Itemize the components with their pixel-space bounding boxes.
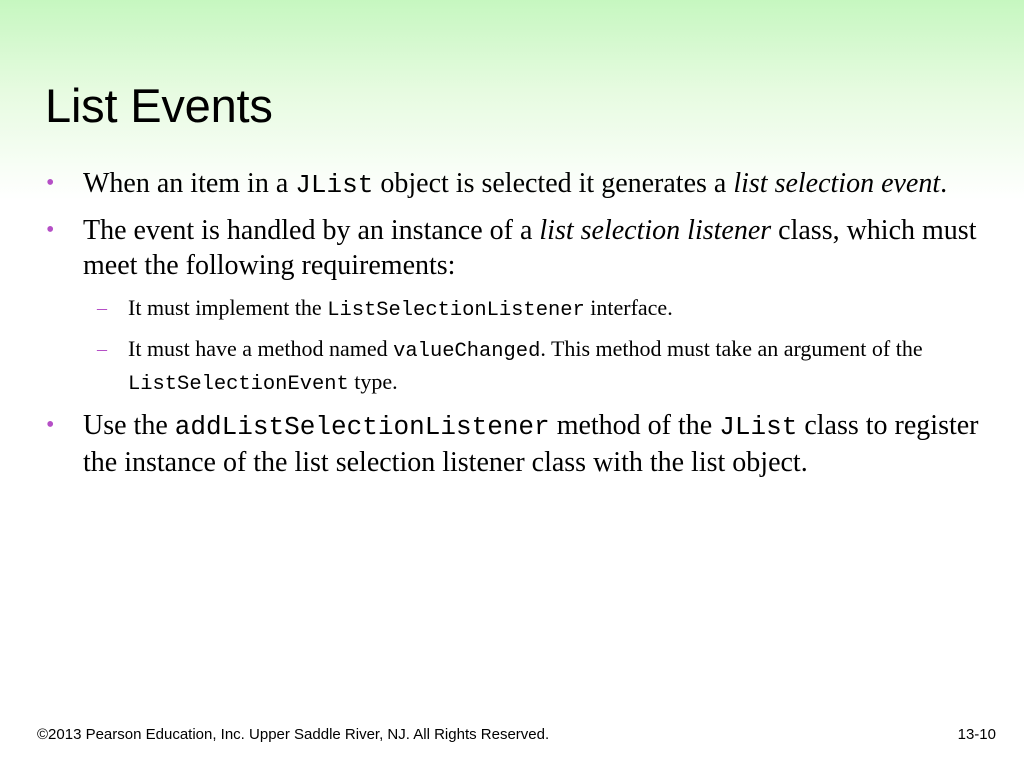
sub-bullet-text: . This method must take an argument of the [540, 336, 923, 361]
bullet-text: class to register the instance of the list selection listener class with the list object. [83, 410, 979, 478]
dash-marker: – [97, 338, 107, 360]
code-term: JList [295, 170, 374, 200]
bullet-text: When an item in a [83, 168, 296, 199]
footer-copyright: ©2013 Pearson Education, Inc. Upper Saddle River, NJ. All Rights Reserved. [37, 726, 550, 743]
bullet-item [46, 408, 1001, 480]
code-term: JList [719, 412, 798, 442]
bullet-text: The event is handled by an instance of a [83, 215, 540, 246]
bullet-dot: • [46, 412, 55, 438]
bullet-dot: • [46, 170, 55, 196]
bullet-dot: • [46, 217, 55, 243]
sub-bullet-text: type. [348, 369, 398, 394]
code-term: valueChanged [393, 340, 541, 363]
sub-bullet-item [46, 334, 1001, 400]
bullet-text: method of the [549, 410, 720, 441]
slide-content [46, 166, 1001, 490]
bullet-text: class, which must meet the following requirements: [83, 215, 977, 281]
sub-bullet-text: It must implement the [128, 295, 328, 320]
emphasis-text: list selection listener [539, 215, 772, 246]
sub-bullet-item [46, 293, 1001, 326]
emphasis-text: list selection event [733, 168, 941, 199]
slide-number: 13-10 [957, 726, 996, 743]
bullet-text: . [940, 168, 948, 199]
code-term: addListSelectionListener [174, 412, 550, 442]
code-term: ListSelectionEvent [128, 373, 349, 396]
bullet-item [46, 213, 1001, 283]
slide-title: List Events [45, 79, 273, 132]
bullet-item [46, 166, 1001, 203]
code-term: ListSelectionListener [327, 299, 585, 322]
bullet-text: Use the [83, 410, 175, 441]
bullet-text: object is selected it generates a [373, 168, 734, 199]
sub-bullet-text: interface. [584, 295, 673, 320]
sub-bullet-text: It must have a method named [128, 336, 394, 361]
dash-marker: – [97, 297, 107, 319]
